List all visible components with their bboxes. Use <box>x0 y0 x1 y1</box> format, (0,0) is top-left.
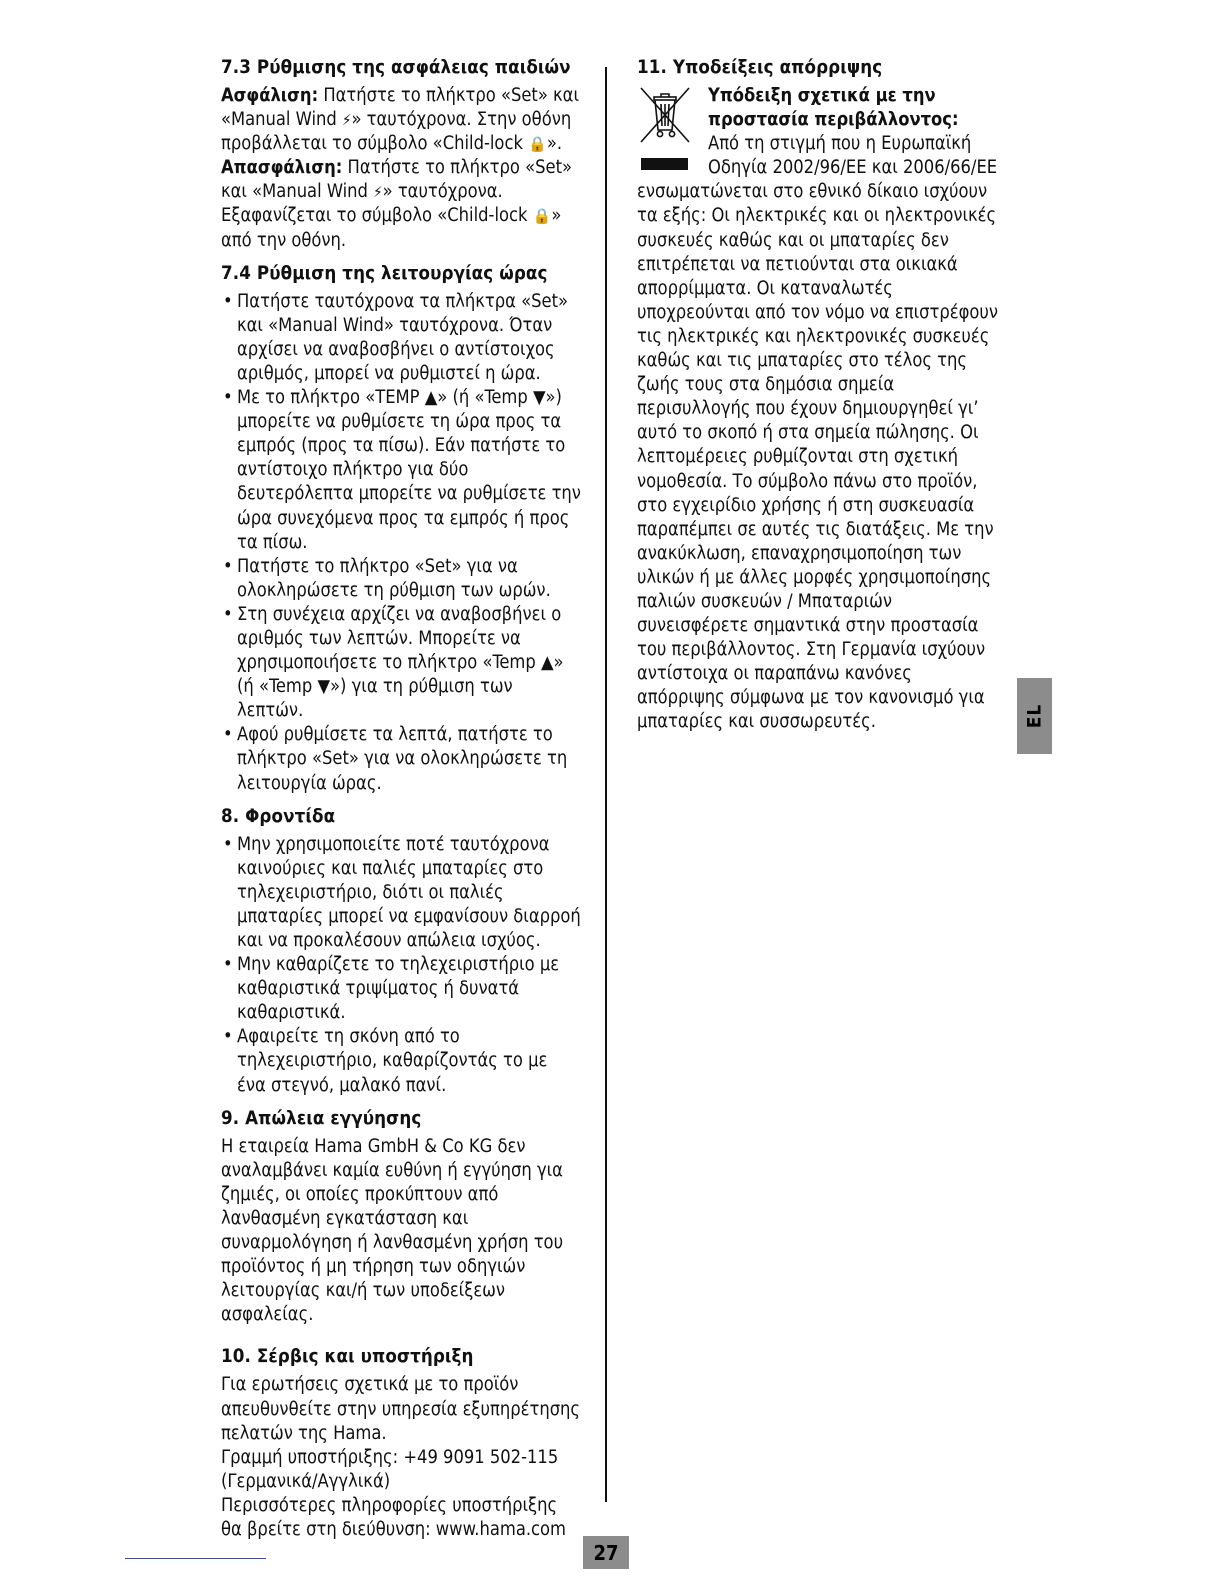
section-title: 9. Απώλεια εγγύησης <box>221 1107 422 1129</box>
crossed-bin-icon <box>637 84 693 146</box>
unlock-paragraph: Απασφάλιση: Πατήστε το πλήκτρο «Set» και «Manual Wind ⚡» ταυτόχρονα. Εξαφανίζεται το σύμβολο «Child-lock 🔒» από την οθόνη. <box>221 157 573 251</box>
weee-bar <box>641 158 688 170</box>
lock-paragraph: Ασφάλιση: Πατήστε το πλήκτρο «Set» και «Manual Wind ⚡» ταυτόχρονα. Στην οθόνη προβάλλεται το σύμβολο «Child-lock 🔒». <box>221 84 581 156</box>
list-item: • Μην χρησιμοποιείτε ποτέ ταυτόχρονα καινούριες και παλιές μπαταρίες στο τηλεχειριστήριο, διότι οι παλιές μπαταρίες μπορεί να εμφανίσουν διαρροή και να προκαλέσουν απώλεια ισχύος. <box>221 833 581 953</box>
page-number: 27 <box>583 1536 629 1569</box>
language-tab: EL <box>1017 678 1052 754</box>
wind-icon: ⚡ <box>373 183 383 202</box>
disposal-text: ενσωματώνεται στο εθνικό δίκαιο ισχύουν τα εξής: Οι ηλεκτρικές και οι ηλεκτρονικές συσκευές καθώς και οι μπαταρίες δεν επιτρέπεται να πετιούνται στα οικιακά απορρίμματα. Οι καταναλωτές υποχρεούνται από τον νόμο να επιστρέφουν τις ηλεκτρικές και ηλεκτρονικές συσκευές καθώς και τις μπαταρίες στο τέλος της ζωής τους στα δημόσια σημεία περισυλλογής που έχουν δημιουργηθεί γι’ αυτό το σκοπό ή στα σημεία πώλησης. Οι λεπτομέρειες ρυθμίζονται στη σχετική νομοθεσία. Το σύμβολο πάνω στο προϊόν, στο εγχειρίδιο χρήσης ή στη συσκευασία παραπέμπει σε αυτές τις διατάξεις. Με την ανακύκλωση, επαναχρησιμοποίηση των υλικών ή με άλλες μορφές χρησιμοποίησης παλιών συσκευών / Μπαταριών συνεισφέρετε σημαντικά στην προστασία του περιβάλλοντος. Στη Γερμανία ισχύουν αντίστοιχα οι παραπάνω κανόνες απόρριψης σύμφωνα με τον κανονισμό για μπαταρίες και συσσωρευτές. <box>637 181 998 733</box>
support-hotline: Γραμμή υποστήριξης: +49 9091 502-115 (Γερμανικά/Αγγλικά) <box>221 1446 559 1492</box>
section-7-3 <box>221 56 581 253</box>
support-website: Περισσότερες πληροφορίες υποστήριξης θα βρείτε στη διεύθυνση: www.hama.com <box>221 1494 566 1540</box>
section-7-4 <box>221 262 581 796</box>
bullet-list <box>221 833 581 1098</box>
column-divider <box>605 67 607 1502</box>
section-title: 7.4 Ρύθμιση της λειτουργίας ώρας <box>221 262 548 284</box>
wind-icon: ⚡ <box>341 111 352 130</box>
environment-notice <box>637 84 999 180</box>
list-item: • Πατήστε ταυτόχρονα τα πλήκτρα «Set» και «Manual Wind» ταυτόχρονα. Όταν αρχίσει να αναβοσβήνει ο αντίστοιχος αριθμός, μπορεί να ρυθμιστεί η ώρα. <box>221 290 581 386</box>
section-text: Η εταιρεία Hama GmbH & Co KG δεν αναλαμβάνει καμία ευθύνη ή εγγύηση για ζημιές, οι οποίες προκύπτουν από λανθασμένη εγκατάσταση και συναρμολόγηση ή λανθασμένη χρήση του προϊόντος ή μη τήρηση των οδηγιών λειτουργίας και/ή των υποδείξεων ασφαλείας. <box>221 1135 564 1326</box>
list-item: • Στη συνέχεια αρχίζει να αναβοσβήνει ο αριθμός των λεπτών. Μπορείτε να χρησιμοποιήσετε το πλήκτρο «Temp ▲» (ή «Temp ▼») για τη ρύθμιση των λεπτών. <box>221 603 581 723</box>
unlock-label: Απασφάλιση: <box>221 157 343 179</box>
section-10 <box>221 1345 581 1542</box>
section-9 <box>221 1107 581 1328</box>
right-column <box>637 56 999 735</box>
section-title: 10. Σέρβις και υποστήριξη <box>221 1346 474 1368</box>
section-text: Για ερωτήσεις σχετικά με το προϊόν απευθυνθείτε στην υπηρεσία εξυπηρέτησης πελατών της Hama. <box>221 1374 581 1444</box>
list-item: • Με το πλήκτρο «TEMP ▲» (ή «Temp ▼») μπορείτε να ρυθμίσετε τη ώρα προς τα εμπρός (προς τα πίσω). Εάν πατήστε το αντίστοιχο πλήκτρο για δύο δευτερόλεπτα μπορείτε να ρυθμίσετε την ώρα συνεχόμενα προς τα εμπρός ή προς τα πίσω. <box>221 386 581 555</box>
environment-heading: Υπόδειξη σχετικά με την προστασία περιβάλλοντος: <box>708 85 959 131</box>
bullet-list <box>221 290 581 796</box>
section-8 <box>221 805 581 1098</box>
lock-icon: 🔒 <box>532 207 552 226</box>
section-title: 11. Υποδείξεις απόρριψης <box>637 57 883 78</box>
section-title: 8. Φροντίδα <box>221 805 336 827</box>
list-item: • Μην καθαρίζετε το τηλεχειριστήριο με καθαριστικά τριψίματος ή δυνατά καθαριστικά. <box>221 953 581 1025</box>
list-item: • Αφού ρυθμίσετε τα λεπτά, πατήστε το πλήκτρο «Set» για να ολοκληρώσετε τη λειτουργία ώρας. <box>221 723 581 795</box>
section-title: 7.3 Ρύθμισης της ασφάλειας παιδιών <box>221 57 571 78</box>
environment-intro: Από τη στιγμή που η Ευρωπαϊκή Οδηγία 2002/96/ΕΕ και 2006/66/ΕΕ <box>708 133 998 179</box>
lock-icon: 🔒 <box>528 135 547 154</box>
list-item: • Αφαιρείτε τη σκόνη από το τηλεχειριστήριο, καθαρίζοντάς το με ένα στεγνό, μαλακό πανί. <box>221 1025 581 1097</box>
lock-label: Ασφάλιση: <box>221 85 319 106</box>
list-item: • Πατήστε το πλήκτρο «Set» για να ολοκληρώσετε τη ρύθμιση των ωρών. <box>221 555 581 603</box>
left-column <box>221 56 581 1551</box>
footer-line <box>125 1558 266 1559</box>
